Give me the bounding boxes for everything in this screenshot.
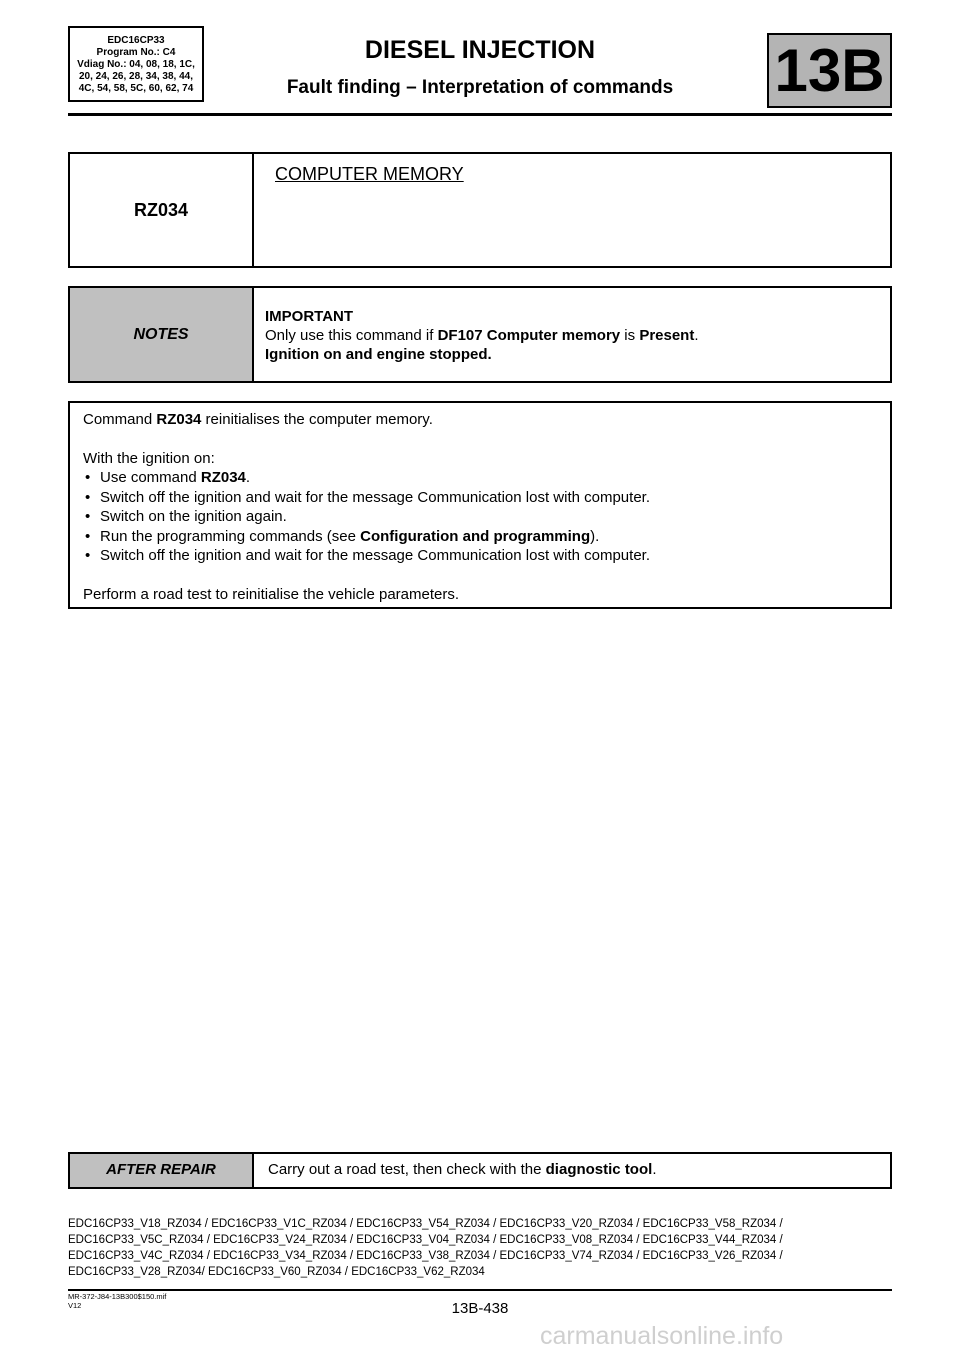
- notes-text: [265, 307, 699, 364]
- header-divider: [68, 113, 892, 116]
- footer-file-ref: MR-372-J84-13B300$150.mif V12: [68, 1292, 167, 1310]
- after-repair-text: Carry out a road test, then check with the diagnostic tool.: [268, 1161, 657, 1178]
- notes-line: Only use this command if DF107 Computer memory is Present.: [265, 327, 699, 344]
- command-code: RZ034: [133, 200, 189, 220]
- reference-line: EDC16CP33_V18_RZ034 / EDC16CP33_V1C_RZ034 / EDC16CP33_V54_RZ034 / EDC16CP33_V20_RZ034 / EDC16CP33_V58_RZ034 /: [68, 1218, 783, 1230]
- page-subtitle: Fault finding – Interpretation of commands: [286, 77, 674, 98]
- procedure-step: • Use command RZ034.: [83, 468, 880, 488]
- procedure-step: • Run the programming commands (see Configuration and programming).: [83, 527, 880, 547]
- command-title: COMPUTER MEMORY: [275, 164, 464, 184]
- reference-line: EDC16CP33_V5C_RZ034 / EDC16CP33_V24_RZ034 / EDC16CP33_V04_RZ034 / EDC16CP33_V08_RZ034 / EDC16CP33_V44_RZ034 /: [68, 1234, 783, 1246]
- command-code-cell: [70, 154, 254, 266]
- info-line: 20, 24, 26, 28, 34, 38, 44,: [79, 71, 193, 82]
- info-line: Vdiag No.: 04, 08, 18, 1C,: [77, 59, 195, 70]
- important-heading: IMPORTANT: [265, 308, 354, 325]
- notes-line: Ignition on and engine stopped.: [265, 346, 492, 363]
- after-repair-label: AFTER REPAIR: [106, 1161, 216, 1178]
- procedure-step: • Switch on the ignition again.: [83, 507, 880, 527]
- procedure-box: [68, 401, 892, 609]
- footer-divider: [68, 1289, 892, 1291]
- procedure-steps: [83, 468, 880, 566]
- info-line: Program No.: C4: [96, 47, 176, 58]
- procedure-step: • Switch off the ignition and wait for the message Communication lost with computer.: [83, 546, 880, 566]
- section-code-badge: 13B: [767, 33, 892, 108]
- notes-box: [68, 286, 892, 383]
- notes-label-cell: [70, 288, 254, 381]
- page-number: 13B-438: [451, 1300, 509, 1317]
- procedure-condition: With the ignition on:: [83, 449, 215, 467]
- procedure-final: Perform a road test to reinitialise the vehicle parameters.: [83, 585, 460, 603]
- after-repair-label-cell: [70, 1154, 254, 1187]
- info-line: EDC16CP33: [107, 35, 165, 46]
- notes-label: NOTES: [133, 326, 189, 343]
- procedure-intro: Command RZ034 reinitialises the computer memory.: [83, 411, 433, 428]
- vehicle-info-box: [68, 26, 204, 102]
- page-title: DIESEL INJECTION: [364, 36, 596, 64]
- after-repair-box: [68, 1152, 892, 1189]
- reference-line: EDC16CP33_V4C_RZ034 / EDC16CP33_V34_RZ034 / EDC16CP33_V38_RZ034 / EDC16CP33_V74_RZ034 / EDC16CP33_V26_RZ034 /: [68, 1250, 783, 1262]
- procedure-text: [83, 410, 880, 604]
- info-line: 4C, 54, 58, 5C, 60, 62, 74: [78, 83, 194, 94]
- command-box: [68, 152, 892, 268]
- watermark: carmanualsonline.info: [540, 1322, 784, 1350]
- procedure-step: • Switch off the ignition and wait for the message Communication lost with computer.: [83, 488, 880, 508]
- reference-line: EDC16CP33_V28_RZ034/ EDC16CP33_V60_RZ034 / EDC16CP33_V62_RZ034: [68, 1266, 485, 1278]
- reference-codes: [68, 1216, 892, 1280]
